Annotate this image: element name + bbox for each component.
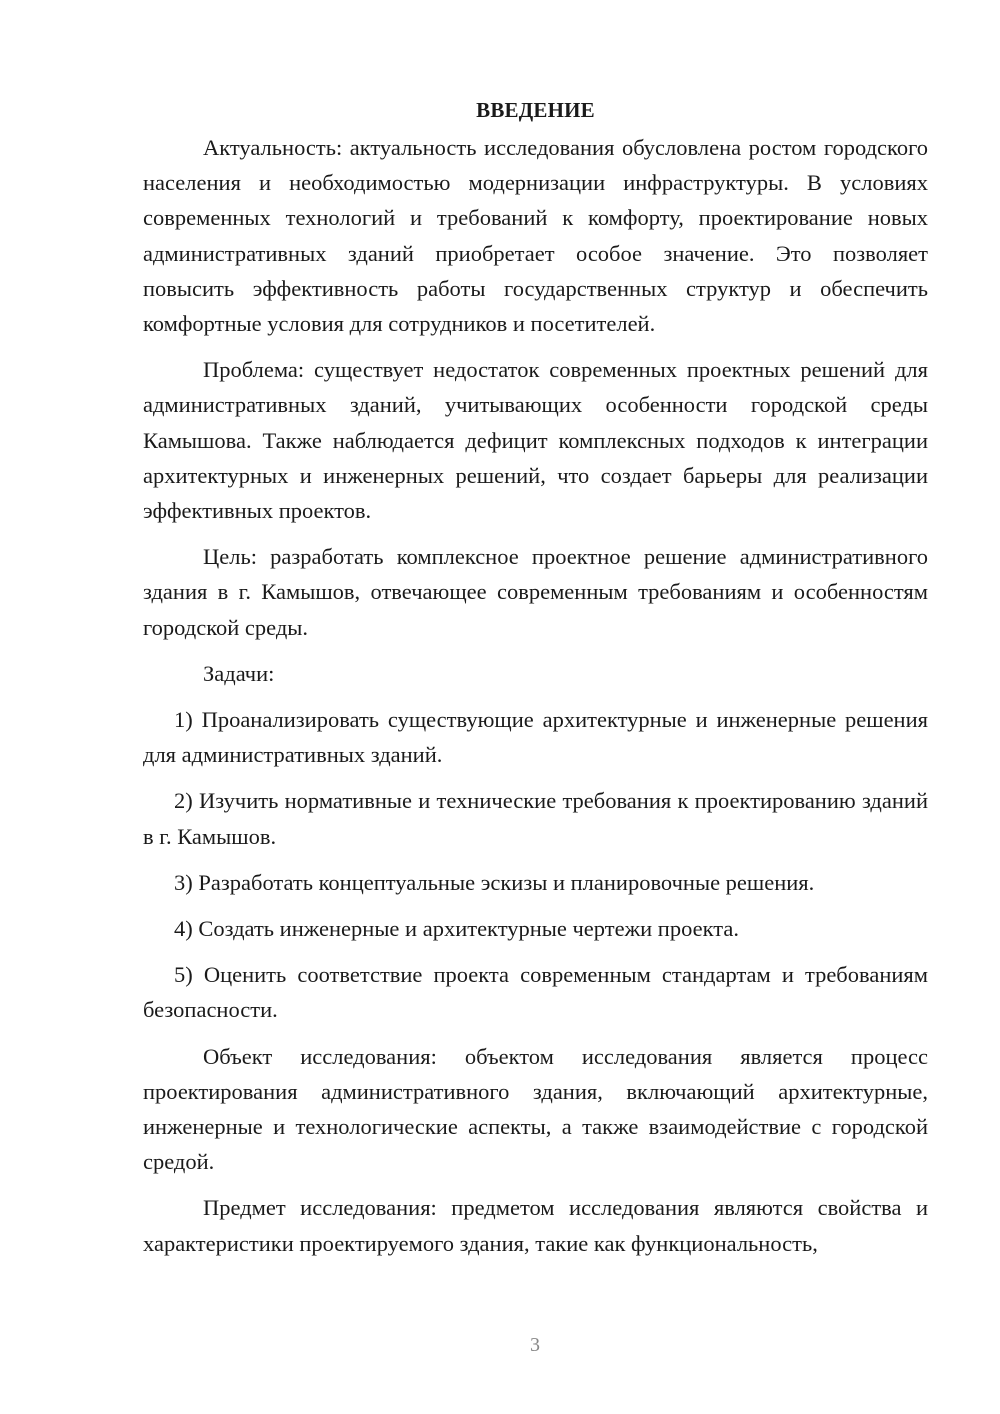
list-item: 1) Проанализировать существующие архитектурные и инженерные решения для административных зданий. [143, 707, 928, 768]
list-item: 2) Изучить нормативные и технические требования к проектированию зданий в г. Камышов. [143, 788, 928, 849]
list-item: 4) Создать инженерные и архитектурные чертежи проекта. [174, 916, 739, 942]
page-number: 3 [530, 1334, 540, 1356]
paragraph-goal: Цель: разработать комплексное проектное решение административного здания в г. Камышов, отвечающее современным требованиям и особенностям городской среды. [143, 544, 928, 640]
paragraph-subject: Предмет исследования: предметом исследования являются свойства и характеристики проектируемого здания, такие как функциональность, [143, 1195, 928, 1256]
tasks-label: Задачи: [203, 660, 275, 686]
document-page [143, 95, 928, 1272]
paragraph-object: Объект исследования: объектом исследования является процесс проектирования административного здания, включающий архитектурные, инженерные и технологические аспекты, а также взаимодействие с городской средой. [143, 1043, 928, 1175]
paragraph-problem: Проблема: существует недостаток современных проектных решений для административных зданий, учитывающих особенности городской среды Камышова. Также наблюдается дефицит комплексных подходов к интеграции архитектурных и инженерных решений, что создает барьеры для реализации эффективных проектов. [143, 357, 928, 524]
paragraph-relevance: Актуальность: актуальность исследования обусловлена ростом городского населения и необходимостью модернизации инфраструктуры. В условиях современных технологий и требований к комфорту, проектирование новых административных зданий приобретает особое значение. Это позволяет повысить эффективность работы государственных структур и обеспечить комфортные условия для сотрудников и посетителей. [143, 135, 928, 337]
list-item: 3) Разработать концептуальные эскизы и планировочные решения. [174, 869, 815, 895]
list-item: 5) Оценить соответствие проекта современным стандартам и требованиям безопасности. [143, 962, 928, 1023]
tasks-list [143, 702, 928, 1028]
page-title: ВВЕДЕНИЕ [476, 98, 595, 122]
